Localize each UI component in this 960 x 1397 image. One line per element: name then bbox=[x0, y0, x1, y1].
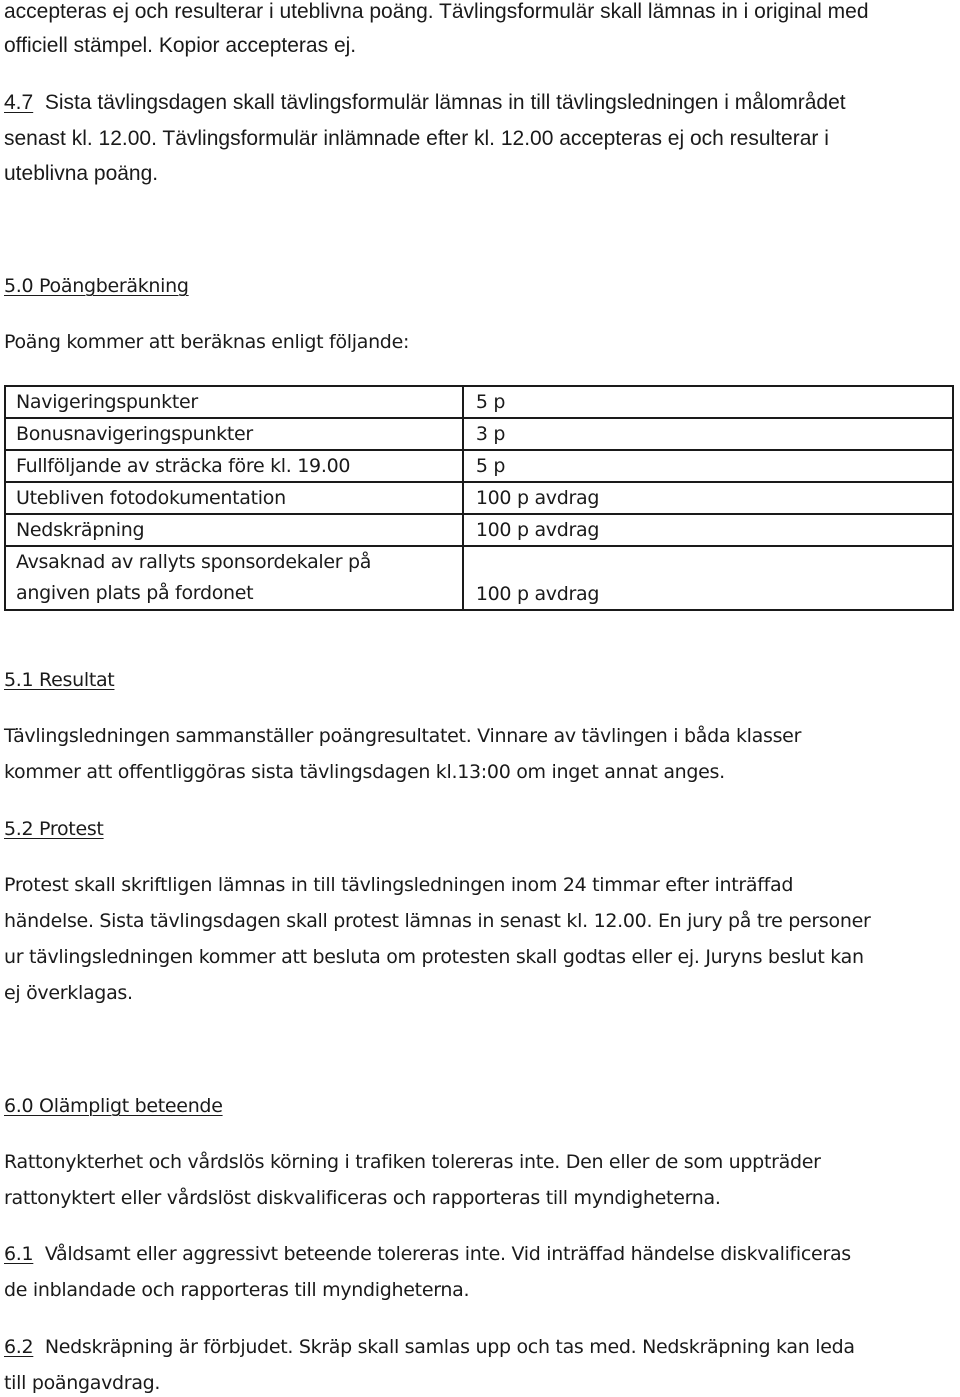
section-6-2-line: 6.2 Nedskräpning är förbjudet. Skräp skall samlas upp och tas med. Nedskräpning kan leda bbox=[4, 1336, 855, 1358]
table-cell-label: Fullföljande av sträcka före kl. 19.00 bbox=[5, 450, 463, 482]
body-text-line: kommer att offentliggöras sista tävlingsdagen kl.13:00 om inget annat anges. bbox=[4, 761, 725, 783]
table-row bbox=[5, 482, 953, 514]
section-4-7-line: uteblivna poäng. bbox=[4, 162, 159, 185]
section-6-1-line: 6.1 Våldsamt eller aggressivt beteende tolereras inte. Vid inträffad händelse diskvalificeras bbox=[4, 1243, 851, 1265]
table-row bbox=[5, 514, 953, 546]
body-text-line: Rattonykterhet och vårdslös körning i trafiken tolereras inte. Den eller de som uppträder bbox=[4, 1151, 821, 1173]
section-heading-5-2: 5.2 Protest bbox=[4, 818, 104, 840]
section-number: 4.7 bbox=[4, 91, 34, 114]
table-cell-label-line: Avsaknad av rallyts sponsordekaler på bbox=[16, 551, 372, 573]
table-row bbox=[5, 386, 953, 418]
section-heading-6-0: 6.0 Olämpligt beteende bbox=[4, 1095, 223, 1117]
table-cell-value: 5 p bbox=[463, 450, 953, 482]
section-number: 6.1 bbox=[4, 1243, 34, 1265]
scoring-table bbox=[4, 385, 954, 611]
section-4-7-line: 4.7 Sista tävlingsdagen skall tävlingsformulär lämnas in till tävlingsledningen i målområdet bbox=[4, 91, 846, 114]
table-cell-label: Nedskräpning bbox=[5, 514, 463, 546]
table-row bbox=[5, 546, 953, 610]
table-cell-value: 3 p bbox=[463, 418, 953, 450]
table-cell-value: 100 p avdrag bbox=[463, 482, 953, 514]
table-cell-value: 100 p avdrag bbox=[463, 514, 953, 546]
table-cell-label: Utebliven fotodokumentation bbox=[5, 482, 463, 514]
body-text-line: Tävlingsledningen sammanställer poängresultatet. Vinnare av tävlingen i båda klasser bbox=[4, 725, 802, 747]
table-row bbox=[5, 450, 953, 482]
table-cell-label-line: angiven plats på fordonet bbox=[16, 582, 254, 604]
section-4-7-line: senast kl. 12.00. Tävlingsformulär inlämnade efter kl. 12.00 accepteras ej och resulterar i bbox=[4, 127, 829, 150]
body-text-line: accepteras ej och resulterar i uteblivna poäng. Tävlingsformulär skall lämnas in i original med bbox=[4, 0, 869, 23]
table-cell-value: 100 p avdrag bbox=[463, 546, 953, 610]
body-text-line: ur tävlingsledningen kommer att besluta om protesten skall godtas eller ej. Juryns beslut kan bbox=[4, 946, 864, 968]
body-text-line: rattonyktert eller vårdslöst diskvalificeras och rapporteras till myndigheterna. bbox=[4, 1187, 721, 1209]
body-text-line: ej överklagas. bbox=[4, 982, 133, 1004]
section-number: 6.2 bbox=[4, 1336, 34, 1358]
section-intro: Poäng kommer att beräknas enligt följande: bbox=[4, 331, 410, 353]
table-row bbox=[5, 418, 953, 450]
body-text-line: officiell stämpel. Kopior accepteras ej. bbox=[4, 34, 357, 57]
body-text-line: till poängavdrag. bbox=[4, 1372, 161, 1394]
body-text-line: händelse. Sista tävlingsdagen skall protest lämnas in senast kl. 12.00. En jury på tre personer bbox=[4, 910, 871, 932]
table-cell-label: Bonusnavigeringspunkter bbox=[5, 418, 463, 450]
body-text-line: Protest skall skriftligen lämnas in till tävlingsledningen inom 24 timmar efter inträffad bbox=[4, 874, 794, 896]
section-heading-5-1: 5.1 Resultat bbox=[4, 669, 115, 691]
table-cell-label bbox=[5, 546, 463, 610]
table-cell-value: 5 p bbox=[463, 386, 953, 418]
table-cell-label: Navigeringspunkter bbox=[5, 386, 463, 418]
body-text-line: de inblandade och rapporteras till myndigheterna. bbox=[4, 1279, 470, 1301]
section-heading-5-0: 5.0 Poängberäkning bbox=[4, 275, 189, 297]
